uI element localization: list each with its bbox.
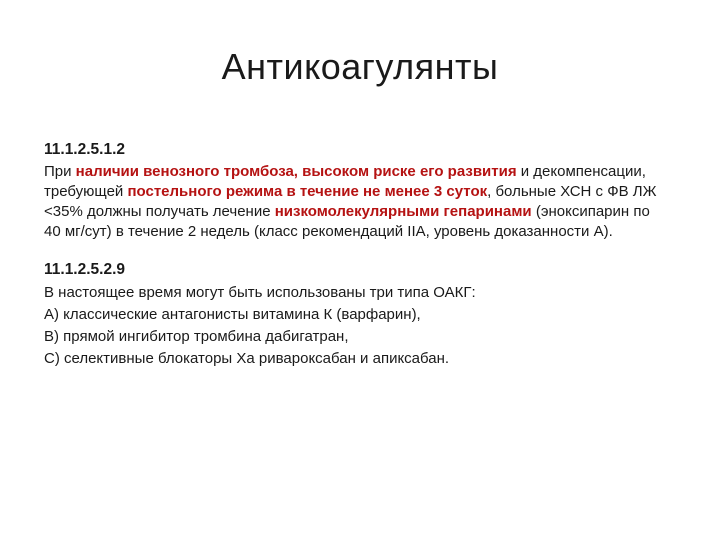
section-code: 11.1.2.5.1.2 — [44, 141, 126, 158]
list-item: С) селективные блокаторы Ха ривароксабан и апиксабан. — [44, 350, 450, 367]
paragraph-text: (эноксипарин по 40 мг/сут) в течение 2 недель (класс рекомендаций IIA, уровень доказанности А). — [44, 203, 650, 240]
section-recommendation-2 — [44, 260, 670, 370]
section-paragraph — [44, 162, 670, 242]
section-recommendation-1 — [44, 140, 670, 242]
section-code: 11.1.2.5.2.9 — [44, 261, 126, 278]
highlighted-text: постельного режима в течение не менее 3 суток — [127, 183, 488, 200]
text-line: В настоящее время могут быть использованы три типа ОАКГ: — [44, 284, 476, 301]
highlighted-text: низкомолекулярными гепаринами — [274, 203, 532, 220]
list-item: В) прямой ингибитор тромбина дабигатран, — [44, 328, 349, 345]
paragraph-text: , больные ХСН с ФВ ЛЖ <35% должны получать лечение — [44, 183, 657, 220]
slide-body — [44, 140, 670, 370]
slide-title: Антикоагулянты — [221, 46, 499, 87]
list-item: А) классические антагонисты витамина К (варфарин), — [44, 306, 421, 323]
highlighted-text: наличии венозного тромбоза, высоком риске его развития — [75, 163, 517, 180]
paragraph-text: При — [44, 163, 76, 180]
paragraph-text: и декомпенсации, требующей — [44, 163, 646, 200]
